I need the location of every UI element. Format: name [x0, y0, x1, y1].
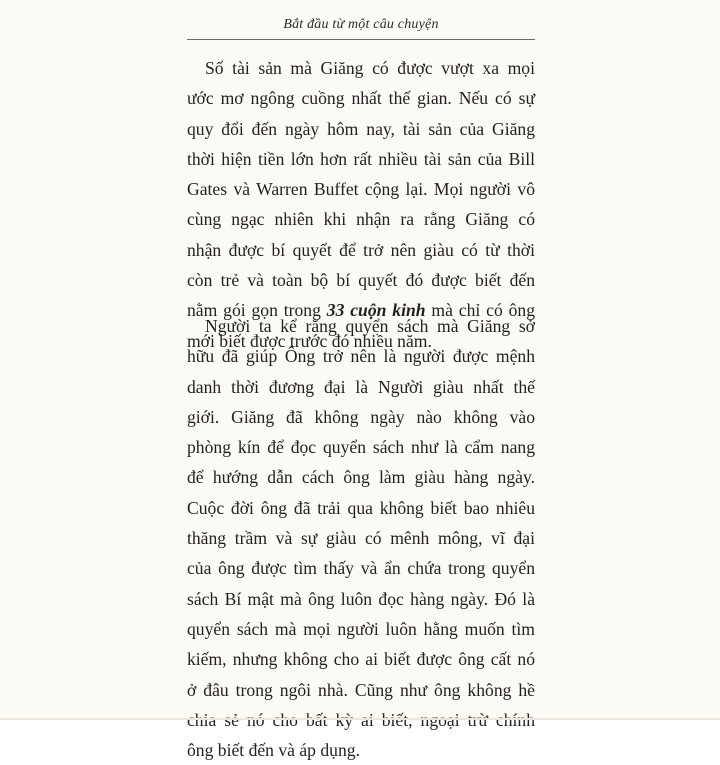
text-line: còn trẻ và toàn bộ bí quyết đó được biết đến — [187, 270, 535, 291]
text-line: ở đâu trong ngôi nhà. Cũng như ông không hề — [187, 679, 535, 700]
text-line: thời hiện tiền lớn hơn rất nhiều tài sản của Bill — [187, 148, 535, 169]
text-line: quy đổi đến ngày hôm nay, tài sản của Giăng — [187, 118, 535, 139]
text-run: nằm gói gọn trong — [187, 300, 327, 321]
text-line: ông biết đến và áp dụng. — [187, 740, 360, 761]
text-line: quyển sách mà mọi người luôn hằng muốn tìm — [187, 618, 535, 639]
running-header: Bắt đầu từ một câu chuyện — [283, 17, 439, 32]
text-line: cùng ngạc nhiên khi nhận ra rằng Giăng có — [187, 209, 535, 230]
text-line: mới biết được trước đó nhiều năm. — [187, 330, 432, 351]
text-line: hữu đã giúp Ông trở nên là người được mệnh — [187, 346, 535, 367]
text-line — [187, 705, 535, 735]
text-line: nhận được bí quyết để trở nên giàu có từ thời — [187, 239, 535, 260]
text-line: sách Bí mật mà ông luôn đọc hàng ngày. Đó là — [187, 588, 535, 609]
text-line: kiếm, nhưng không cho ai biết được ông cất nó — [187, 649, 535, 670]
text-line: thăng trầm và sự giàu có mênh mông, vĩ đại — [187, 528, 535, 549]
text-line: Gates và Warren Buffet cộng lại. Mọi người vô — [187, 179, 535, 200]
text-run: mà chỉ có ông — [425, 300, 535, 321]
text-line: Cuộc đời ông đã trải qua không biết bao nhiêu — [187, 497, 535, 518]
text-line: để hướng dẫn cách ông làm giàu hàng ngày. — [187, 467, 535, 488]
text-line: Người ta kể rằng quyển sách mà Giăng sở — [205, 316, 535, 336]
text-line: của ông được tìm thấy và ẩn chứa trong quyển — [187, 558, 535, 579]
emphasized-text: 33 cuộn kinh — [326, 300, 426, 321]
text-line: giới. Giăng đã không ngày nào không vào — [187, 406, 535, 427]
text-line: Số tài sản mà Giăng có được vượt xa mọi — [205, 58, 535, 78]
text-line: danh thời đương đại là Người giàu nhất thế — [187, 376, 535, 397]
text-line: phòng kín để đọc quyển sách như là cẩm nang — [187, 437, 535, 458]
paragraph-2 — [187, 311, 535, 765]
header-divider — [187, 39, 535, 40]
text-line: ước mơ ngông cuồng nhất thế gian. Nếu có sự — [187, 88, 535, 109]
